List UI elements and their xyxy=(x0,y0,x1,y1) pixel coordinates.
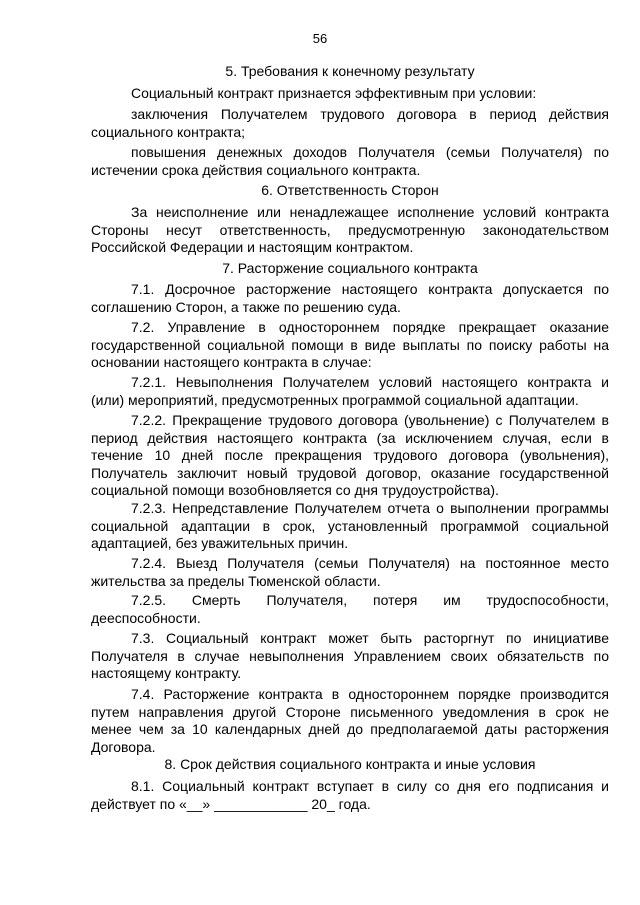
section-6-heading: 6. Ответственность Сторон xyxy=(261,182,439,198)
section-6-paragraph-1: За неисполнение или ненадлежащее исполнение условий контракта Стороны несут ответственность, предусмотренную законодательством Российской Федерации и настоящим контрактом. xyxy=(91,204,609,256)
clause-7-2-2: 7.2.2. Прекращение трудового договора (увольнение) с Получателем в период действия настоящего контракта (за исключением случая, если в течение 10 дней после прекращения трудового договора (увольнения), Получатель заключит новый трудовой договор, оказание государственной социальной помощи возобновляется со дня трудоустройства). xyxy=(91,412,609,499)
section-5-paragraph-2: заключения Получателем трудового договора в период действия социального контракта; xyxy=(91,106,609,140)
page-number: 56 xyxy=(312,31,328,46)
clause-7-2-1: 7.2.1. Невыполнения Получателем условий настоящего контракта и (или) мероприятий, предусмотренных программой социальной адаптации. xyxy=(91,374,609,408)
clause-7-2-5: 7.2.5. Смерть Получателя, потеря им трудоспособности, дееспособности. xyxy=(91,592,609,626)
clause-7-2: 7.2. Управление в одностороннем порядке прекращает оказание государственной социальной помощи в виде выплаты по поиску работы на основании настоящего контракта в случае: xyxy=(91,319,609,371)
section-7-heading: 7. Расторжение социального контракта xyxy=(222,260,478,276)
clause-7-3: 7.3. Социальный контракт может быть расторгнут по инициативе Получателя в случае невыполнения Управлением своих обязательств по настоящему контракту. xyxy=(91,630,609,682)
section-5-paragraph-1: Социальный контракт признается эффективным при условии: xyxy=(131,85,537,101)
clause-7-2-3: 7.2.3. Непредставление Получателем отчета о выполнении программы социальной адаптации в срок, установленный программой социальной адаптацией, без уважительных причин. xyxy=(91,500,609,552)
section-8-heading: 8. Срок действия социального контракта и иные условия xyxy=(164,756,536,772)
section-5-paragraph-3: повышения денежных доходов Получателя (семьи Получателя) по истечении срока действия социального контракта. xyxy=(91,144,609,178)
clause-7-4: 7.4. Расторжение контракта в одностороннем порядке производится путем направления другой Стороне письменного уведомления в срок не менее чем за 10 календарных дней до предполагаемой даты расторжения Договора. xyxy=(91,686,609,755)
clause-8-1: 8.1. Социальный контракт вступает в силу со дня его подписания и действует по «__» ____________ 20_ года. xyxy=(91,778,609,812)
clause-7-1: 7.1. Досрочное расторжение настоящего контракта допускается по соглашению Сторон, а также по решению суда. xyxy=(91,281,609,315)
clause-7-2-4: 7.2.4. Выезд Получателя (семьи Получателя) на постоянное место жительства за пределы Тюменской области. xyxy=(91,555,609,589)
section-5-heading: 5. Требования к конечному результату xyxy=(225,63,475,79)
